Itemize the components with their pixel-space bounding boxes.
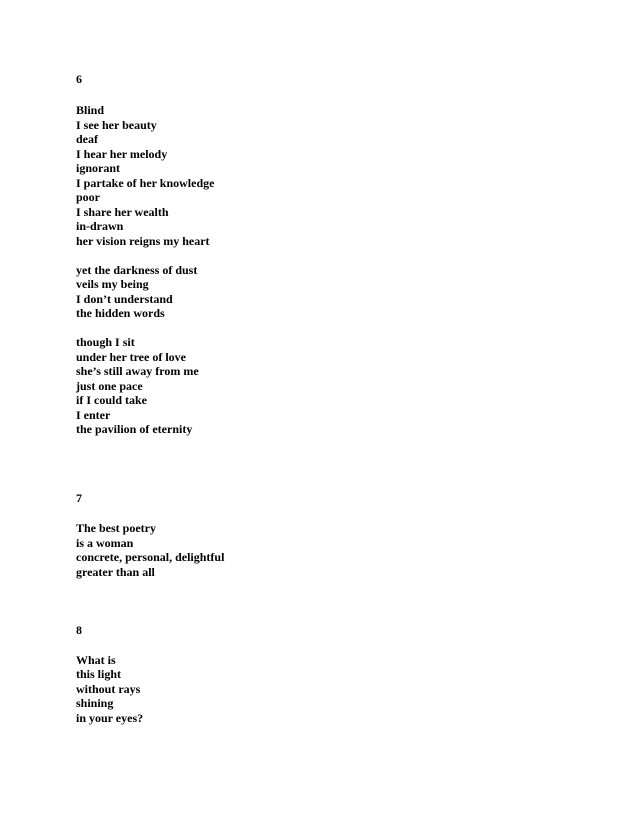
poem-line: What is [76,653,116,667]
poem-line: just one pace [76,379,143,393]
poem-line: she’s still away from me [76,364,199,378]
poem-line: her vision reigns my heart [76,234,210,248]
poem-line: without rays [76,682,141,696]
poem-line: I hear her melody [76,147,168,161]
poem-line: shining [76,696,114,710]
poem-line: I partake of her knowledge [76,176,215,190]
poem-line: in your eyes? [76,711,144,725]
poem-line: I share her wealth [76,205,169,219]
poem-line: yet the darkness of dust [76,263,198,277]
poem-number: 7 [76,491,82,505]
poem-number: 6 [76,72,82,86]
poem-line: under her tree of love [76,350,186,364]
poem-line: the pavilion of eternity [76,422,193,436]
poem-line: greater than all [76,565,155,579]
poem-line: this light [76,667,122,681]
poem-line: is a woman [76,536,134,550]
poem-number: 8 [76,623,82,637]
poem-line: if I could take [76,393,148,407]
poem-line: though I sit [76,335,135,349]
poem-line: concrete, personal, delightful [76,550,225,564]
poem-line: poor [76,190,100,204]
poem-line: the hidden words [76,306,165,320]
poem-line: ignorant [76,161,121,175]
poem-line: deaf [76,132,98,146]
poem-line: veils my being [76,277,149,291]
poem-line: I see her beauty [76,118,157,132]
poem-line: in-drawn [76,219,124,233]
poem-line: The best poetry [76,521,156,535]
poem-line: Blind [76,103,105,117]
poem-line: I enter [76,408,111,422]
poem-line: I don’t understand [76,292,173,306]
